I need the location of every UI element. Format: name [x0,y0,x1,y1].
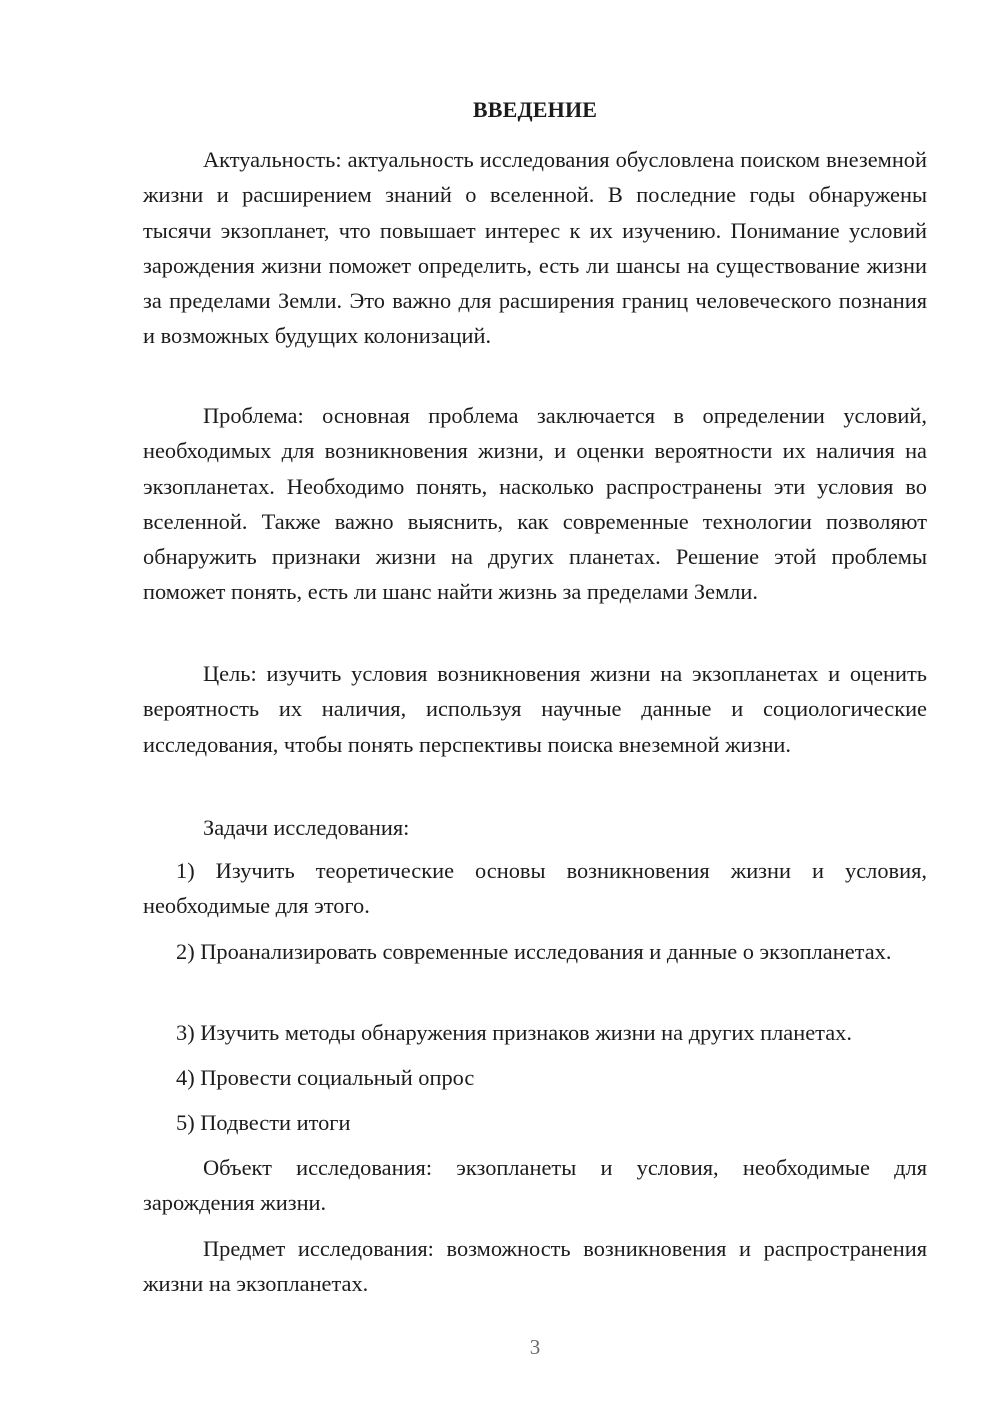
paragraph-goal: Цель: изучить условия возникновения жизни на экзопланетах и оценить вероятность их наличия, используя научные данные и социологические исследования, чтобы понять перспективы поиска внеземной жизни. [143,661,927,757]
paragraph-subject: Предмет исследования: возможность возникновения и распространения жизни на экзопланетах. [143,1236,927,1297]
page-number: 3 [529,1335,541,1359]
task-item-1: 1) Изучить теоретические основы возникновения жизни и условия, необходимые для этого. [143,858,927,919]
paragraph-object: Объект исследования: экзопланеты и условия, необходимые для зарождения жизни. [143,1155,927,1216]
paragraph-problem: Проблема: основная проблема заключается в определении условий, необходимых для возникновения жизни, и оценки вероятности их наличия на экзопланетах. Необходимо понять, насколько распространены эти условия во вселенной. Также важно выяснить, как современные технологии позволяют обнаружить признаки жизни на других планетах. Решение этой проблемы поможет понять, есть ли шанс найти жизнь за пределами Земли. [143,403,927,605]
task-item-4: 4) Провести социальный опрос [176,1065,475,1090]
tasks-heading: Задачи исследования: [203,815,410,840]
task-item-5: 5) Подвести итоги [176,1110,351,1135]
paragraph-relevance: Актуальность: актуальность исследования обусловлена поиском внеземной жизни и расширением знаний о вселенной. В последние годы обнаружены тысячи экзопланет, что повышает интерес к их изучению. Понимание условий зарождения жизни поможет определить, есть ли шансы на существование жизни за пределами Земли. Это важно для расширения границ человеческого познания и возможных будущих колонизаций. [143,147,927,349]
task-item-3: 3) Изучить методы обнаружения признаков жизни на других планетах. [176,1020,852,1045]
task-item-2: 2) Проанализировать современные исследования и данные о экзопланетах. [176,939,892,964]
section-heading: ВВЕДЕНИЕ [472,97,598,122]
